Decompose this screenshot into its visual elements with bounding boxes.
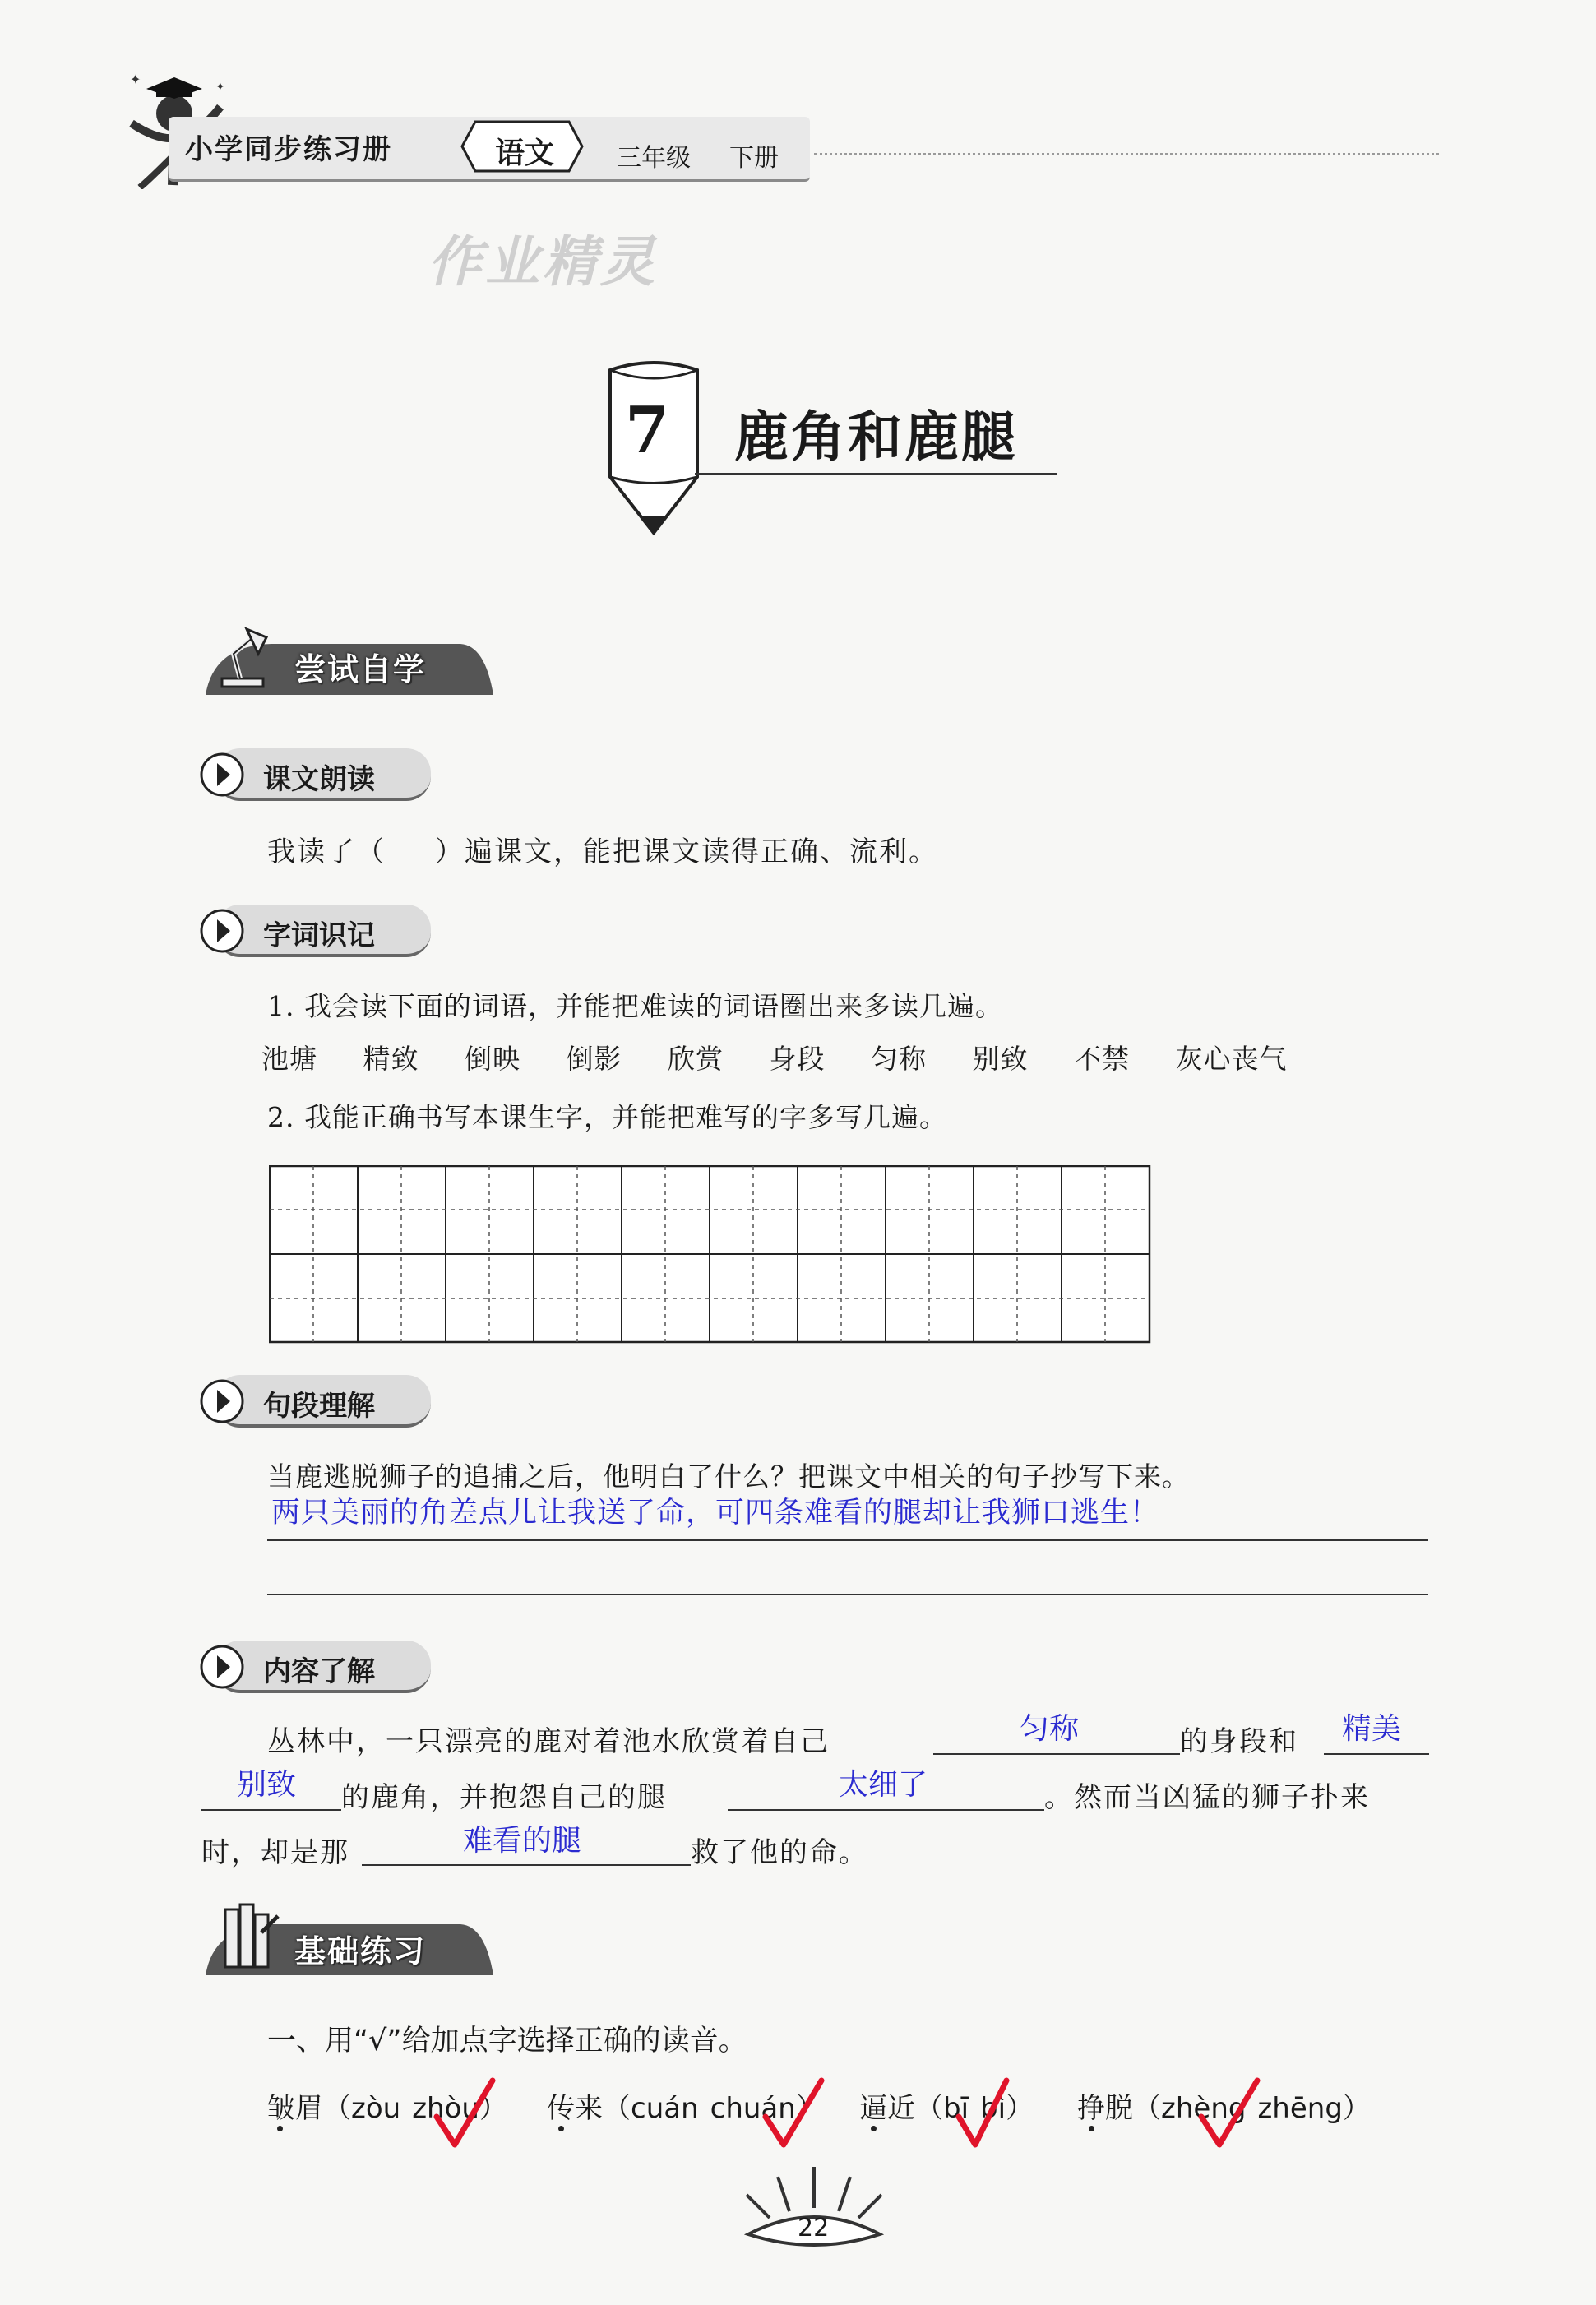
content-answer-3[interactable]: 别致: [237, 1767, 297, 1801]
pinyin-item: 挣脱（zhèng zhēng）: [1077, 2092, 1371, 2125]
content-answer-5[interactable]: 难看的腿: [463, 1823, 582, 1857]
pinyin-option[interactable]: bì: [980, 2092, 1006, 2125]
pinyin-item: 传来（cuán chuán）: [547, 2092, 824, 2125]
content-answer-1[interactable]: 匀称: [1020, 1711, 1080, 1745]
check-mark-icon: [954, 2076, 1011, 2150]
content-text-5: 时，却是那: [201, 1836, 349, 1869]
reading-suffix: ）遍课文，能把课文读得正确、流利。: [435, 835, 938, 868]
pinyin-option[interactable]: zòu: [351, 2092, 401, 2125]
pinyin-item: 逼近（bī bì）: [859, 2092, 1034, 2125]
content-text-4: 。然而当凶猛的狮子扑来: [1044, 1781, 1370, 1814]
pinyin-option[interactable]: zhēng: [1257, 2092, 1343, 2125]
section-title: 尝试自学: [294, 651, 427, 687]
vocab-word-list: [261, 1038, 1330, 1076]
header-dotted-rule: [814, 153, 1439, 155]
svg-text:✦: ✦: [215, 81, 225, 94]
comprehension-answer[interactable]: 两只美丽的角差点儿让我送了命，可四条难看的腿却让我狮口逃生！: [271, 1497, 1160, 1529]
pill-content: [199, 1641, 433, 1693]
lesson-title-underline: [695, 473, 1057, 475]
play-arrow-icon: [199, 1644, 245, 1690]
content-blank-2: [1324, 1753, 1429, 1755]
vocab-word: 欣赏: [668, 1043, 724, 1075]
check-mark-icon: [432, 2076, 497, 2150]
emphasis-dot: [277, 2126, 283, 2131]
books-icon: [220, 1900, 281, 1970]
section-banner-self-study: [197, 621, 493, 697]
pill-label: 课文朗读: [263, 763, 375, 796]
content-blank-3: [201, 1809, 341, 1811]
section-title: 基础练习: [294, 1933, 427, 1969]
vocab-item-1: 1. 我会读下面的词语，并能把难读的词语圈出来多读几遍。: [267, 990, 1003, 1022]
answer-line-2: [267, 1594, 1428, 1595]
content-text-3: 的鹿角，并抱怨自己的腿: [341, 1781, 667, 1814]
page-number: 22: [798, 2214, 830, 2243]
pill-label: 字词识记: [263, 919, 375, 952]
pinyin-option[interactable]: bī: [943, 2092, 969, 2125]
content-blank-5: [362, 1864, 691, 1866]
watermark: 作业精灵: [428, 230, 658, 294]
emphasis-dot: [871, 2126, 877, 2131]
vocab-word: 身段: [769, 1043, 826, 1075]
play-arrow-icon: [199, 1378, 245, 1424]
pinyin-option[interactable]: zhòu: [412, 2092, 479, 2125]
vocab-word: 倒映: [465, 1043, 520, 1075]
vocab-word: 精致: [363, 1043, 419, 1075]
grade-label: 三年级: [617, 144, 691, 173]
answer-line-1: [267, 1539, 1428, 1541]
vocab-item-2: 2. 我能正确书写本课生字，并能把难写的字多写几遍。: [267, 1101, 947, 1133]
vocab-word: 池塘: [261, 1043, 317, 1075]
pinyin-option[interactable]: cuán: [631, 2092, 699, 2125]
content-blank-4: [728, 1809, 1044, 1811]
play-arrow-icon: [199, 908, 245, 954]
pill-reading: [199, 748, 433, 801]
lesson-number: 7: [625, 393, 670, 468]
volume-label: 下册: [729, 144, 779, 173]
reading-sentence: [267, 829, 938, 869]
vocab-word: 灰心丧气: [1175, 1043, 1288, 1075]
svg-text:✦: ✦: [130, 72, 141, 87]
reading-prefix: 我读了（: [267, 835, 386, 868]
pinyin-word: 逼近: [859, 2092, 915, 2125]
section-banner-basic-practice: [197, 1900, 493, 1979]
check-mark-icon: [761, 2076, 826, 2150]
pill-vocab: [199, 905, 433, 957]
pinyin-word: 皱眉: [267, 2092, 323, 2125]
vocab-word: 不禁: [1074, 1043, 1130, 1075]
content-text-1: 丛林中，一只漂亮的鹿对着池水欣赏着自己: [267, 1725, 830, 1758]
pinyin-word: 挣脱: [1077, 2092, 1133, 2125]
vocab-word: 倒影: [566, 1043, 622, 1075]
comprehension-question: 当鹿逃脱狮子的追捕之后，他明白了什么？把课文中相关的句子抄写下来。: [267, 1460, 1190, 1493]
pinyin-word: 传来: [547, 2092, 603, 2125]
pill-label: 句段理解: [263, 1390, 375, 1423]
play-arrow-icon: [199, 752, 245, 798]
pinyin-item: 皱眉（zòu zhòu）: [267, 2092, 507, 2125]
subject-label: 语文: [495, 136, 555, 170]
pinyin-option[interactable]: chuán: [710, 2092, 796, 2125]
lamp-icon: [215, 621, 273, 690]
content-text-6: 救了他的命。: [691, 1836, 868, 1869]
writing-grid[interactable]: [269, 1165, 1154, 1345]
book-title: 小学同步练习册: [185, 133, 392, 166]
emphasis-dot: [558, 2126, 564, 2131]
emphasis-dot: [1089, 2126, 1094, 2131]
exercise-1-instruction: 一、用“√”给加点字选择正确的读音。: [267, 2025, 747, 2057]
content-answer-4[interactable]: 太细了: [839, 1767, 928, 1801]
content-text-2: 的身段和: [1180, 1725, 1298, 1758]
pill-label: 内容了解: [263, 1655, 375, 1688]
content-blank-1: [933, 1753, 1180, 1755]
pinyin-option[interactable]: zhèng: [1161, 2092, 1247, 2125]
content-answer-2[interactable]: 精美: [1342, 1711, 1402, 1745]
vocab-word: 别致: [972, 1043, 1029, 1075]
check-mark-icon: [1196, 2076, 1262, 2150]
vocab-word: 匀称: [871, 1043, 927, 1075]
lesson-title: 鹿角和鹿腿: [734, 405, 1018, 469]
pill-comprehension: [199, 1375, 433, 1428]
